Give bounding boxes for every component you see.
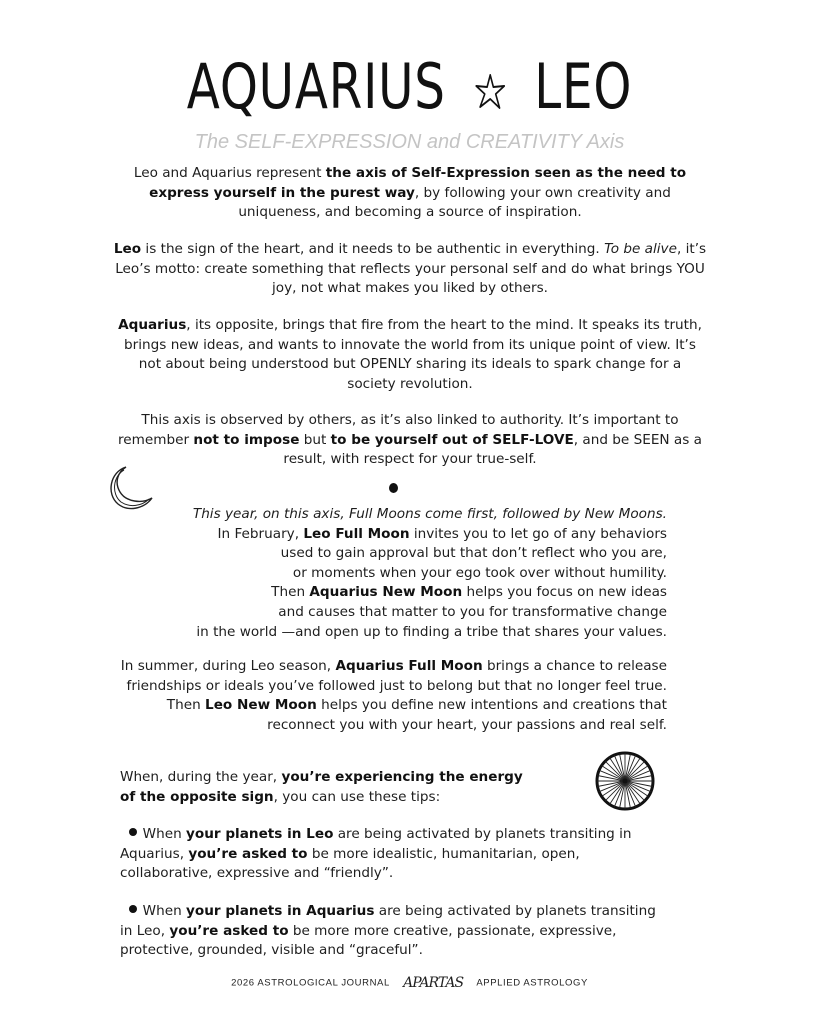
leo-bold: Leo: [113, 241, 142, 257]
axis-bold-1: not to impose: [193, 431, 300, 448]
bullet-icon: [129, 905, 137, 913]
leo-paragraph: [112, 240, 708, 299]
moons-line: [150, 564, 667, 584]
brand-logo: APARTAS: [403, 975, 464, 991]
tip-text-2: are being activated by planets transiting in Aquarius,: [120, 826, 632, 862]
aquarius-full-moon-bold: Aquarius Full Moon: [335, 658, 483, 674]
leo-full-moon-bold: Leo Full Moon: [303, 525, 410, 542]
tip-bold: your planets in Aquarius: [186, 903, 375, 919]
tip-bold: your planets in Leo: [186, 826, 334, 842]
tip-bold-2: you’re asked to: [188, 845, 308, 862]
tip-aquarius: [120, 902, 660, 961]
summer-text: In summer, during Leo season,: [120, 658, 336, 674]
tip-text: When: [142, 903, 187, 919]
leo-new-moon-bold: Leo New Moon: [205, 697, 317, 714]
footer: [0, 975, 819, 991]
tips-intro: [120, 768, 540, 807]
page-subtitle: The SELF-EXPRESSION and CREATIVITY Axis: [194, 131, 625, 153]
axis-bold-2: to be yourself out of SELF-LOVE: [330, 431, 574, 448]
moons-line: [150, 623, 667, 643]
dot-icon: [389, 483, 398, 493]
footer-journal-label: 2026 ASTROLOGICAL JOURNAL: [231, 977, 390, 989]
tips-intro-text-2: , you can use these tips:: [273, 788, 441, 805]
tip-text-2: are being activated by planets transiting in Leo,: [120, 903, 656, 939]
tips-intro-text: When, during the year,: [120, 769, 282, 785]
moons-text: In February,: [217, 525, 304, 542]
intro-paragraph: [112, 164, 708, 223]
moons-text: helps you focus on new ideas: [462, 584, 667, 601]
summer-text-2: brings a chance to release friendships or ideals you’ve followed just to belong but that no longer feel true. Then: [126, 658, 667, 714]
title-aquarius: AQUARIUS: [186, 50, 446, 123]
aquarius-new-moon-bold: Aquarius New Moon: [309, 584, 463, 601]
moons-text: and causes that matter to you for transformative change: [278, 603, 667, 620]
moons-text: Then: [271, 584, 310, 601]
moons-text: invites you to let go of any behaviors: [409, 525, 667, 542]
tip-text-3: be more idealistic, humanitarian, open, collaborative, expressive and “friendly”.: [120, 845, 580, 882]
intro-bold: the axis of Self-Expression seen as the need to express yourself in the purest way: [149, 165, 687, 201]
moons-intro-italic: This year, on this axis, Full Moons come first, followed by New Moons.: [192, 506, 667, 522]
tip-text-3: be more more creative, passionate, expressive, protective, grounded, visible and “graceful”.: [120, 922, 617, 959]
aquarius-bold: Aquarius: [118, 317, 187, 333]
moons-line: [150, 603, 667, 623]
tip-leo: [120, 825, 660, 884]
bullet-icon: [129, 828, 137, 836]
tips-intro-bold: you’re experiencing the energy of the opposite sign: [120, 769, 523, 805]
axis-text-3: , and be SEEN as a result, with respect for your true-self.: [283, 431, 702, 468]
moons-text: in the world —and open up to finding a tribe that shares your values.: [196, 623, 667, 640]
intro-text-2: , by following your own creativity and uniqueness, and becoming a source of inspiration.: [238, 184, 671, 221]
moons-line: [150, 525, 667, 545]
intro-text: Leo and Aquarius represent: [133, 165, 326, 181]
leo-italic: To be alive: [604, 241, 677, 257]
axis-text-2: but: [299, 431, 331, 448]
footer-applied-astrology: APPLIED ASTROLOGY: [476, 977, 588, 989]
page-title: [90, 52, 729, 126]
moons-paragraph: [150, 505, 667, 642]
moons-line: [150, 583, 667, 603]
crescent-moon-icon: [104, 464, 156, 516]
star-icon: [473, 56, 507, 126]
summer-paragraph: [112, 657, 667, 735]
axis-paragraph: [118, 411, 702, 470]
aquarius-text: , its opposite, brings that fire from the heart to the mind. It speaks its truth, brings new ideas, and wants to innovate the world from its unique point of view. It’s not about being understood but OPENLY sharing its ideals to spark change for a society revolution.: [124, 317, 702, 392]
leo-text: is the sign of the heart, and it needs to be authentic in everything.: [141, 241, 605, 257]
moons-text: used to gain approval but that don’t reflect who you are,: [280, 545, 667, 562]
tip-bold-2: you’re asked to: [169, 922, 289, 939]
axis-text: This axis is observed by others, as it’s also linked to authority. It’s important to remember: [118, 412, 679, 448]
wheel-icon: [594, 750, 656, 816]
title-leo: LEO: [534, 50, 633, 123]
tip-text: When: [142, 826, 187, 842]
aquarius-paragraph: [118, 316, 702, 394]
moons-line: [150, 505, 667, 525]
moons-text: or moments when your ego took over without humility.: [292, 564, 667, 581]
summer-text-3: helps you define new intentions and creations that reconnect you with your heart, your passions and real self.: [267, 697, 667, 733]
moons-line: [150, 544, 667, 564]
leo-text-2: , it’s Leo’s motto: create something that reflects your personal self and do what brings YOU joy, not what makes you liked by others.: [115, 241, 707, 297]
